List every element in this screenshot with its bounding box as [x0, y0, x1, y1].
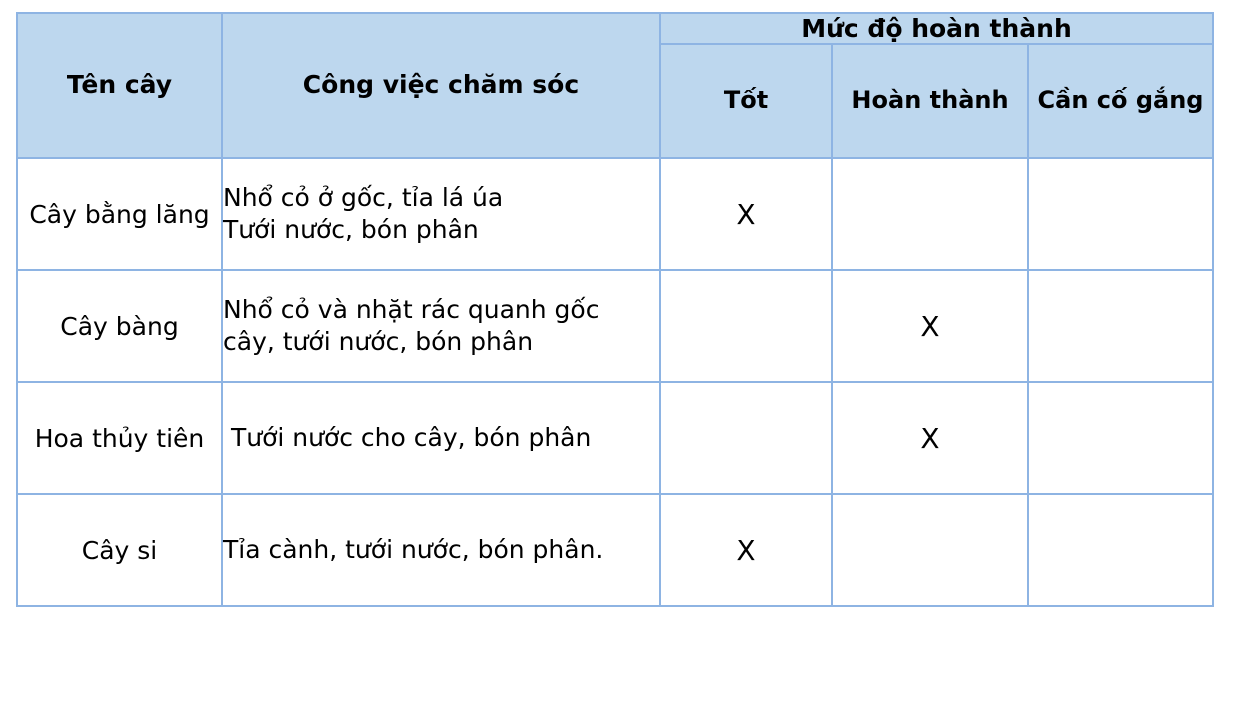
plant-care-table: [16, 12, 1214, 607]
task-line: Tưới nước cho cây, bón phân: [223, 423, 592, 452]
cell-care-task: [222, 382, 660, 494]
header-plant-name: Tên cây: [17, 13, 222, 158]
table-row: [17, 270, 1213, 382]
cell-level-effort[interactable]: [1028, 270, 1213, 382]
cell-plant-name: Cây si: [17, 494, 222, 606]
table-row: [17, 382, 1213, 494]
cell-level-good[interactable]: [660, 382, 832, 494]
header-row-top: [17, 13, 1213, 44]
cell-level-good[interactable]: [660, 494, 832, 606]
cell-level-effort[interactable]: [1028, 494, 1213, 606]
cell-care-task: [222, 270, 660, 382]
cell-level-done[interactable]: [832, 158, 1028, 270]
cell-level-good[interactable]: [660, 270, 832, 382]
check-mark: X: [736, 197, 756, 231]
header-level-good: Tốt: [660, 44, 832, 158]
check-mark: X: [920, 421, 940, 455]
cell-plant-name: Cây bằng lăng: [17, 158, 222, 270]
check-mark: X: [736, 533, 756, 567]
table-header: [17, 13, 1213, 158]
check-mark: X: [920, 309, 940, 343]
cell-level-effort[interactable]: [1028, 382, 1213, 494]
cell-level-good[interactable]: [660, 158, 832, 270]
cell-care-task: [222, 494, 660, 606]
task-line: Tỉa cành, tưới nước, bón phân.: [223, 535, 604, 564]
cell-level-done[interactable]: [832, 270, 1028, 382]
task-line: Nhổ cỏ ở gốc, tỉa lá úa: [223, 183, 504, 212]
cell-level-effort[interactable]: [1028, 158, 1213, 270]
cell-level-done[interactable]: [832, 494, 1028, 606]
header-level-done: Hoàn thành: [832, 44, 1028, 158]
task-line: cây, tưới nước, bón phân: [223, 327, 534, 356]
cell-care-task: [222, 158, 660, 270]
header-completion-level: Mức độ hoàn thành: [660, 13, 1213, 44]
header-care-task: Công việc chăm sóc: [222, 13, 660, 158]
cell-plant-name: Cây bàng: [17, 270, 222, 382]
task-line: Nhổ cỏ và nhặt rác quanh gốc: [223, 295, 600, 324]
table-body: [17, 158, 1213, 606]
table-row: [17, 158, 1213, 270]
cell-plant-name: Hoa thủy tiên: [17, 382, 222, 494]
task-line: Tưới nước, bón phân: [223, 215, 479, 244]
cell-level-done[interactable]: [832, 382, 1028, 494]
table-row: [17, 494, 1213, 606]
header-level-effort: Cần cố gắng: [1028, 44, 1213, 158]
